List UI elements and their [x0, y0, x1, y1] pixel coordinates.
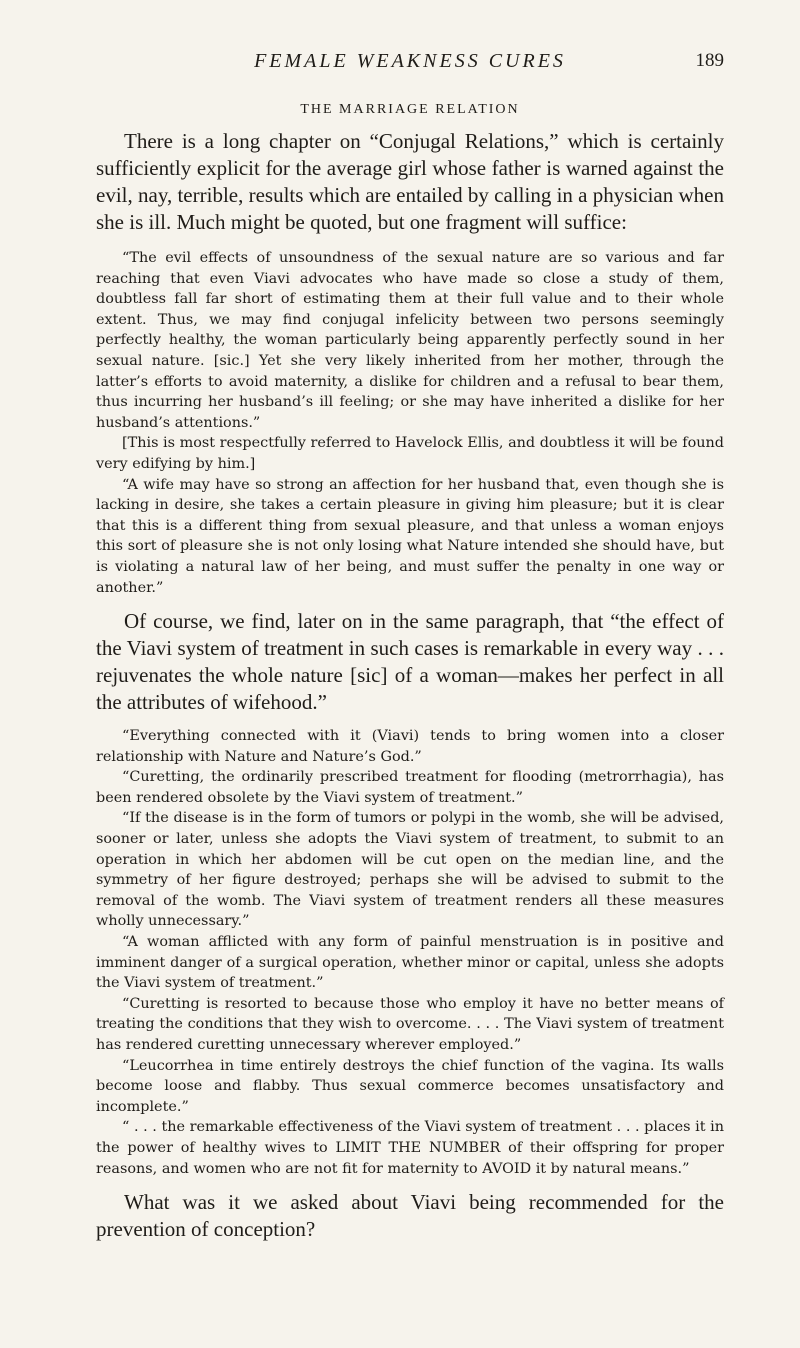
paragraph-intro: There is a long chapter on “Conjugal Relations,” which is certainly sufficiently explicit for the average girl whose father is warned against the evil, nay, terrible, results which are entailed by calling in a physician when she is ill. Much might be quoted, but one fragment will suffice:: [96, 129, 724, 234]
quote-paragraph: “The evil effects of unsoundness of the sexual nature are so various and far reaching that even Viavi advocates who have made so close a study of them, doubtless fall far short of estimating them at their full value and to their whole extent. Thus, we may find conjugal infelicity between two persons seemingly perfectly healthy, the woman particularly being apparently perfectly sound in her sexual nature. [sic.] Yet she very likely inherited from her mother, through the latter’s efforts to avoid maternity, a dislike for children and a refusal to bear them, thus incurring her husband’s ill feeling; or she may have inherited a dislike for her husband’s attentions.”: [96, 250, 724, 431]
quote-paragraph: “Curetting, the ordinarily prescribed treatment for flooding (metrorrhagia), has been rendered obsolete by the Viavi system of treatment.”: [96, 769, 724, 806]
intro-block: [96, 128, 724, 236]
paragraph-closing: What was it we asked about Viavi being recommended for the prevention of conception?: [96, 1190, 724, 1242]
running-title: FEMALE WEAKNESS CURES: [254, 50, 566, 72]
closing-block: [96, 1189, 724, 1243]
running-head: [96, 50, 724, 84]
quote-paragraph: “ . . . the remarkable effectiveness of the Viavi system of treatment . . . places it in the power of healthy wives to LIMIT THE NUMBER of their offspring for proper reasons, and women who are not fit for maternity to AVOID it by natural means.”: [96, 1119, 724, 1177]
quote-paragraph: “A wife may have so strong an affection for her husband that, even though she is lacking in desire, she takes a certain pleasure in giving him pleasure; but it is clear that this is a different thing from sexual pleasure, and that unless a woman enjoys this sort of pleasure she is not only losing what Nature intended she should have, but is violating a natural law of her being, and must suffer the penalty in one way or another.”: [96, 476, 724, 596]
quote-paragraph: “A woman afflicted with any form of painful menstruation is in positive and imminent danger of a surgical operation, whether minor or capital, unless she adopts the Viavi system of treatment.”: [96, 934, 724, 992]
quote-paragraph: “If the disease is in the form of tumors or polypi in the womb, she will be advised, sooner or later, unless she adopts the Viavi system of treatment, to submit to an operation in which her abdomen will be cut open on the median line, and the symmetry of her figure destroyed; perhaps she will be advised to submit to the removal of the womb. The Viavi system of treatment renders all these measures wholly unnecessary.”: [96, 810, 724, 930]
quote-block-2: [96, 726, 724, 1179]
quote-paragraph: “Curetting is resorted to because those who employ it have no better means of treating the conditions that they wish to overcome. . . . The Viavi system of treatment has rendered curetting unnecessary wherever employed.”: [96, 995, 724, 1053]
quote-paragraph: “Leucorrhea in time entirely destroys the chief function of the vagina. Its walls become loose and flabby. Thus sexual commerce becomes unsatisfactory and incomplete.”: [96, 1057, 724, 1115]
editorial-note: [This is most respectfully referred to Havelock Ellis, and doubtless it will be found very edifying by him.]: [96, 435, 725, 472]
page-number: 189: [695, 50, 724, 71]
section-title: THE MARRIAGE RELATION: [300, 102, 520, 117]
commentary-block: [96, 608, 724, 716]
quote-paragraph: “Everything connected with it (Viavi) tends to bring women into a closer relationship with Nature and Nature’s God.”: [96, 728, 724, 765]
paragraph-commentary: Of course, we find, later on in the same paragraph, that “the effect of the Viavi system of treatment in such cases is remarkable in every way . . . rejuvenates the whole nature [sic] of a woman—makes her perfect in all the attributes of wifehood.”: [96, 609, 724, 715]
quote-block-1: [96, 248, 724, 598]
